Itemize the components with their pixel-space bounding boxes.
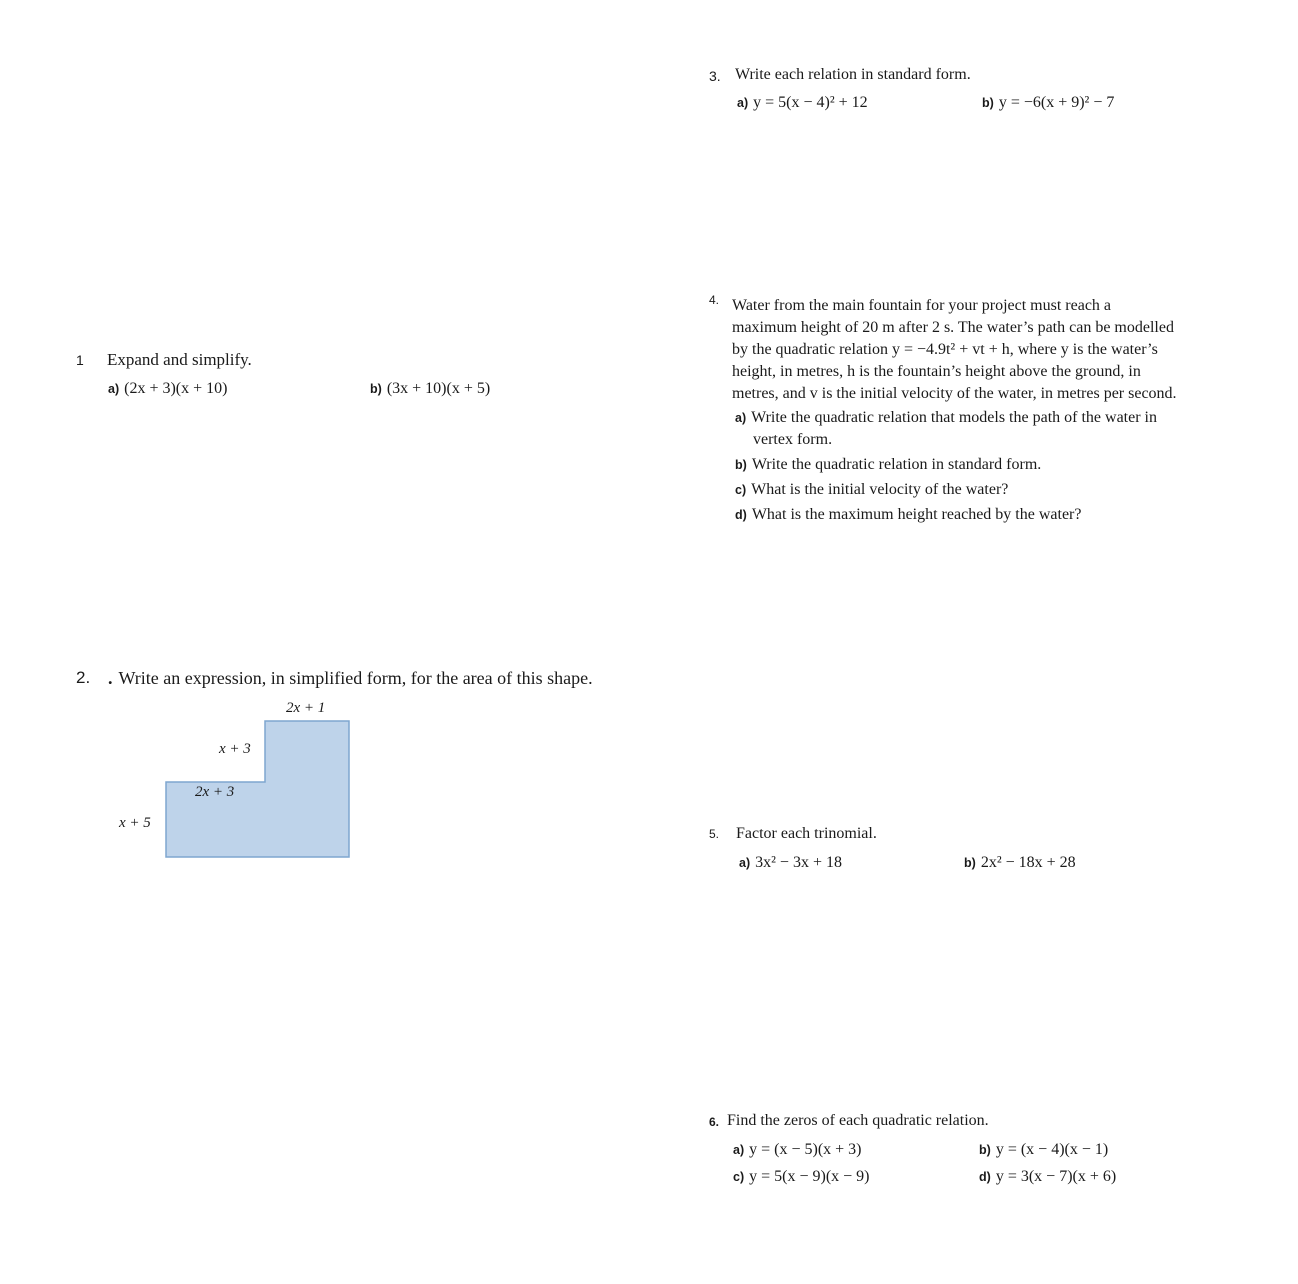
question-paragraph <box>732 295 1217 405</box>
dimension-left-height: x + 5 <box>119 815 151 831</box>
part-b <box>982 94 1114 112</box>
part-expression: y = 5(x − 9)(x − 9) <box>749 1168 870 1185</box>
question-prompt-line <box>108 668 593 689</box>
question-prompt: Find the zeros of each quadratic relation. <box>727 1112 989 1129</box>
part-b <box>964 854 1076 872</box>
question-prompt: Expand and simplify. <box>107 350 252 369</box>
part-expression: y = (x − 4)(x − 1) <box>995 1141 1109 1158</box>
l-shaped-region <box>166 721 349 857</box>
part-label: c) <box>733 1170 745 1184</box>
part-label: a) <box>735 411 747 425</box>
part-label: c) <box>735 483 747 497</box>
dimension-step-height: x + 3 <box>219 741 251 757</box>
part-text: Write the quadratic relation in standard form. <box>751 456 1042 473</box>
part-a-continuation: vertex form. <box>753 431 833 448</box>
part-expression: y = 3(x − 7)(x + 6) <box>995 1168 1117 1185</box>
part-label: b) <box>982 96 994 110</box>
part-text: What is the maximum height reached by the water? <box>751 506 1082 523</box>
part-label: b) <box>964 856 976 870</box>
paragraph-line: by the quadratic relation y = −4.9t² + vt + h, where y is the water’s <box>732 341 1158 358</box>
paragraph-line: metres, and v is the initial velocity of the water, in metres per second. <box>732 385 1177 402</box>
part-b <box>979 1141 1108 1159</box>
question-number: 3. <box>709 68 721 84</box>
part-d <box>735 506 1081 524</box>
part-a <box>737 94 868 112</box>
question-number: 4. <box>709 293 720 307</box>
part-label: b) <box>370 382 382 396</box>
part-label: d) <box>979 1170 991 1184</box>
part-b <box>370 380 490 398</box>
part-expression: 2x² − 18x + 28 <box>980 854 1076 871</box>
part-c <box>733 1168 870 1186</box>
part-text: What is the initial velocity of the water? <box>751 481 1009 498</box>
question-number: 6. <box>709 1115 720 1129</box>
dimension-top: 2x + 1 <box>286 700 326 716</box>
part-label: b) <box>735 458 747 472</box>
part-a <box>733 1141 862 1159</box>
question-number: 5. <box>709 827 720 841</box>
part-label: a) <box>108 382 120 396</box>
area-shape-diagram <box>100 695 360 865</box>
part-a <box>735 409 1157 427</box>
question-prompt: Write each relation in standard form. <box>735 66 971 83</box>
part-b <box>735 456 1041 474</box>
question-number: 2. <box>76 668 91 687</box>
part-d <box>979 1168 1116 1186</box>
part-expression: y = (x − 5)(x + 3) <box>749 1141 862 1158</box>
paragraph-line: maximum height of 20 m after 2 s. The water’s path can be modelled <box>732 319 1174 336</box>
part-label: b) <box>979 1143 991 1157</box>
part-expression: (3x + 10)(x + 5) <box>386 380 491 397</box>
bullet: . <box>108 668 113 688</box>
part-expression: (2x + 3)(x + 10) <box>124 380 228 397</box>
part-label: d) <box>735 508 747 522</box>
part-expression: y = 5(x − 4)² + 12 <box>753 94 868 111</box>
part-label: a) <box>739 856 751 870</box>
question-prompt: Factor each trinomial. <box>736 825 877 842</box>
question-number: 1 <box>76 352 84 368</box>
part-expression: y = −6(x + 9)² − 7 <box>998 94 1115 111</box>
part-a <box>108 380 227 398</box>
paragraph-line: height, in metres, h is the fountain’s height above the ground, in <box>732 363 1141 380</box>
part-a <box>739 854 842 872</box>
part-label: a) <box>737 96 749 110</box>
part-text: Write the quadratic relation that models the path of the water in <box>751 409 1157 426</box>
question-prompt: Write an expression, in simplified form, for the area of this shape. <box>118 668 593 688</box>
part-c <box>735 481 1008 499</box>
paragraph-line: Water from the main fountain for your project must reach a <box>732 297 1112 314</box>
part-expression: 3x² − 3x + 18 <box>755 854 842 871</box>
dimension-step-width: 2x + 3 <box>195 784 235 800</box>
part-label: a) <box>733 1143 745 1157</box>
